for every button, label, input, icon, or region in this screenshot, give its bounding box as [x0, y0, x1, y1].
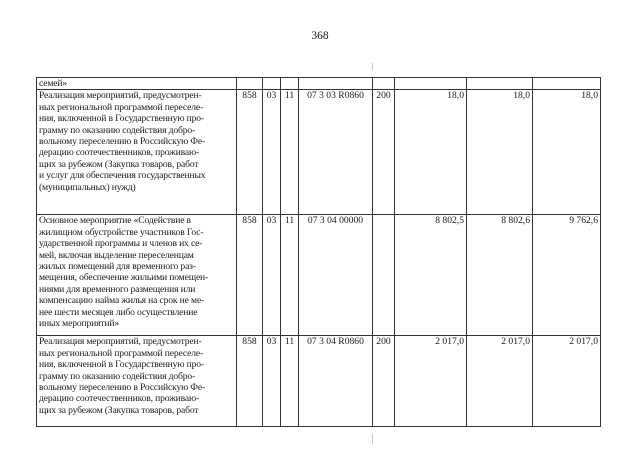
- item-name-line: грамму по оказанию содействия добро-: [39, 370, 196, 382]
- amount-year2-cell: 18,0: [467, 90, 533, 215]
- amount-year2-cell: 2 017,0: [467, 336, 533, 427]
- table-row: [37, 215, 601, 336]
- table-row: [37, 90, 601, 215]
- razdel-cell: 03: [263, 336, 281, 427]
- item-name-line: (муниципальных) нужд): [39, 181, 136, 193]
- expense-type-cell: [373, 78, 395, 90]
- ved-cell: 858: [237, 336, 263, 427]
- item-name-line: ния, включенной в Государственную про-: [39, 113, 204, 125]
- expense-type-cell: [373, 215, 395, 336]
- scan-mark-top: [372, 63, 373, 70]
- item-name-line: мей, включая выделение переселенцам: [39, 249, 194, 261]
- table-row: [37, 336, 601, 427]
- target-article-cell: 07 3 03 R0860: [299, 90, 373, 215]
- razdel-cell: [263, 78, 281, 90]
- item-name-line: нее шести месяцев либо осуществление: [39, 306, 198, 318]
- item-name-line: мещения, обеспечение жильими помещен-: [39, 272, 209, 284]
- item-name-cell: [37, 215, 237, 336]
- razdel-cell: 03: [263, 90, 281, 215]
- ved-cell: 858: [237, 215, 263, 336]
- item-name-line: грамму по оказанию содействия добро-: [39, 124, 196, 136]
- table-body: [37, 78, 601, 427]
- target-article-cell: 07 3 04 00000: [299, 215, 373, 336]
- razdel-cell: 03: [263, 215, 281, 336]
- item-name-line: компенсацию найма жилья на срок не ме-: [39, 295, 205, 307]
- amount-year2-cell: [467, 78, 533, 90]
- item-name-line: и услуг для обеспечения государственных: [39, 170, 206, 182]
- item-name-line: дерацию соотечественников, проживаю-: [39, 147, 200, 159]
- podrazdel-cell: 11: [281, 90, 299, 215]
- target-article-cell: 07 3 04 R0860: [299, 336, 373, 427]
- item-name-line: ния, включенной в Государственную про-: [39, 359, 204, 371]
- amount-year3-cell: 18,0: [533, 90, 601, 215]
- item-name-line: вольному переселению в Российскую Фе-: [39, 136, 205, 148]
- amount-year1-cell: [395, 78, 467, 90]
- amount-year1-cell: 2 017,0: [395, 336, 467, 427]
- podrazdel-cell: 11: [281, 215, 299, 336]
- item-name-line: ниями для временного размещения или: [39, 283, 196, 295]
- ved-cell: 858: [237, 90, 263, 215]
- budget-table: [36, 77, 601, 427]
- expense-type-cell: 200: [373, 90, 395, 215]
- item-name-line: семей»: [39, 78, 67, 89]
- item-name-line: жилищном обустройстве участников Гос-: [39, 226, 204, 238]
- podrazdel-cell: [281, 78, 299, 90]
- item-name-cell: [37, 336, 237, 427]
- table-row: [37, 78, 601, 90]
- item-name-line: жилых помещений для временного раз-: [39, 261, 196, 273]
- scan-mark-bottom: [372, 434, 373, 444]
- item-name-line: ударственной программы и членов их се-: [39, 238, 203, 250]
- page-number: 368: [311, 30, 329, 42]
- item-name-line: щих за рубежом (Закупка товаров, работ: [39, 404, 199, 416]
- item-name-line: иных мероприятий»: [39, 318, 120, 330]
- amount-year3-cell: 2 017,0: [533, 336, 601, 427]
- amount-year3-cell: 9 762,6: [533, 215, 601, 336]
- item-name-cell: [37, 78, 237, 90]
- target-article-cell: [299, 78, 373, 90]
- amount-year1-cell: 18,0: [395, 90, 467, 215]
- item-name-line: ных региональной программой переселе-: [39, 347, 203, 359]
- item-name-line: Реализация мероприятий, предусмотрен-: [39, 90, 202, 102]
- amount-year2-cell: 8 802,6: [467, 215, 533, 336]
- item-name-line: Реализация мероприятий, предусмотрен-: [39, 336, 202, 348]
- amount-year1-cell: 8 802,5: [395, 215, 467, 336]
- item-name-line: вольному переселению в Российскую Фе-: [39, 382, 205, 394]
- item-name-cell: [37, 90, 237, 215]
- item-name-line: Основное мероприятие «Содействие в: [39, 215, 191, 227]
- item-name-line: ных региональной программой переселе-: [39, 101, 203, 113]
- item-name-line: дерацию соотечественников, проживаю-: [39, 393, 200, 405]
- ved-cell: [237, 78, 263, 90]
- expense-type-cell: 200: [373, 336, 395, 427]
- podrazdel-cell: 11: [281, 336, 299, 427]
- item-name-line: щих за рубежом (Закупка товаров, работ: [39, 158, 199, 170]
- amount-year3-cell: [533, 78, 601, 90]
